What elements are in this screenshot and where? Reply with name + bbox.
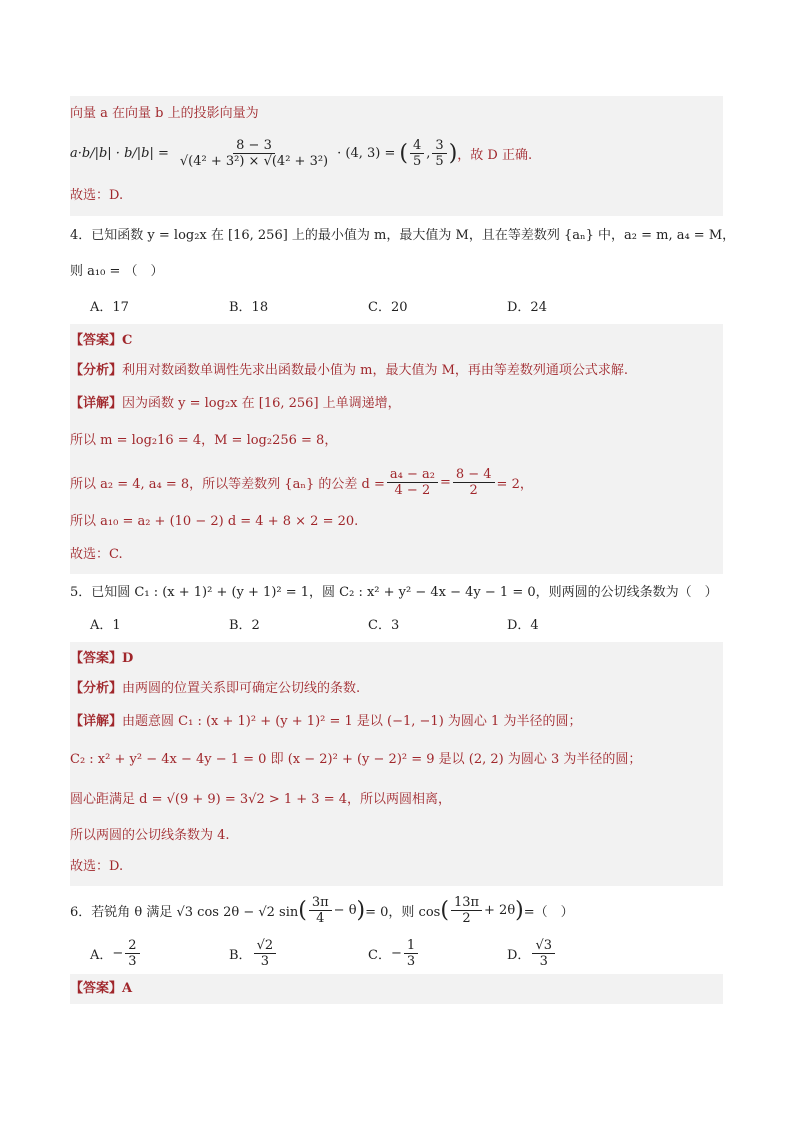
option-fraction <box>532 938 555 969</box>
option-a: A．1 <box>90 618 121 633</box>
vector-multiplier: · (4, 3) = <box>337 145 396 161</box>
result-numerator-1: 4 <box>410 138 424 154</box>
question-4 <box>70 216 736 324</box>
conclusion-text: ，故 D 正确. <box>457 147 533 163</box>
detail-line-3: 圆心距满足 d = √(9 + 9) = 3√2 > 1 + 3 = 4，所以两圆相离， <box>70 792 452 807</box>
fraction-numerator: 8 − 3 <box>233 138 275 154</box>
vector-expression: a·b/|b| · b/|b| = <box>70 145 169 161</box>
analysis-line <box>70 356 723 386</box>
option-label: D． <box>507 947 531 963</box>
question-6-stem: 6．若锐角 θ 满足 √3 cos 2θ − √2 sin ( $\frac{3\pi}{4}$ − θ ) = 0，则 cos ( $\frac{13\pi}{2}$ + 2θ ) =（ ） <box>70 894 574 926</box>
projection-text: 向量 a 在向量 b 上的投影向量为 <box>70 106 259 121</box>
q6-f2-denominator: 2 <box>462 910 471 926</box>
projection-fraction <box>177 138 331 169</box>
option-label: A． <box>90 947 113 963</box>
common-difference-value <box>453 467 495 498</box>
analysis-text: 利用对数函数单调性先求出函数最小值为 m，最大值为 M，再由等差数列通项公式求解. <box>122 363 629 378</box>
answer-label: 【答案】A <box>70 981 133 996</box>
choose-text-q5: 故选：D. <box>70 859 124 874</box>
q6-f1-denominator: 4 <box>316 910 325 926</box>
detail-line-1 <box>70 386 723 422</box>
detail-text-1: 因为函数 y = log₂x 在 [16, 256] 上单调递增， <box>122 396 401 411</box>
detail-line-2: C₂ : x² + y² − 4x − 4y − 1 = 0 即 (x − 2)² + (y − 2)² = 9 是以 (2, 2) 为圆心 3 为半径的圆； <box>70 752 642 767</box>
common-difference-fraction <box>387 467 438 498</box>
solution-block-q4 <box>70 324 723 574</box>
result-fraction-1 <box>410 138 424 169</box>
analysis-text: 由两圆的位置关系即可确定公切线的条数. <box>122 681 361 696</box>
solution-block-q5 <box>70 642 723 886</box>
projection-formula: a·b/|b| · b/|b| = $\frac{8 - 3}{\text{√(4² + 3²) × √(4² + 3²)}}$ · (4, 3) = ( $\frac{4}{5}$ , $\frac{3}{5}$ ) ，故 D 正确. <box>70 137 533 169</box>
question-5-stem: 5．已知圆 C₁ : (x + 1)² + (y + 1)² = 1，圆 C₂ : x² + y² − 4x − 4y − 1 = 0，则两圆的公切线条数为（ ） <box>70 585 718 600</box>
option-fraction <box>404 938 418 969</box>
q6-stem-part-e: =（ ） <box>523 904 574 920</box>
result-denominator-1: 5 <box>412 153 422 169</box>
option-d <box>507 938 646 969</box>
question-5-options <box>70 610 723 642</box>
option-a: A．17 <box>90 300 129 315</box>
detail-text-3: 所以 a₂ = 4, a₄ = 8，所以等差数列 {aₙ} 的公差 d = <box>70 476 385 492</box>
option-numerator: √3 <box>532 938 555 954</box>
option-fraction <box>125 938 139 969</box>
option-denominator: 3 <box>539 953 548 969</box>
question-4-stem: 4．已知函数 y = log₂x 在 [16, 256] 上的最小值为 m，最大值为 M，且在等差数列 {aₙ} 中，a₂ = m, a₄ = M， <box>70 228 736 243</box>
q6-f2-numerator: 13π <box>451 895 482 911</box>
option-denominator: 3 <box>260 953 269 969</box>
option-denominator: 3 <box>128 953 137 969</box>
option-b <box>229 938 368 969</box>
option-label: B． <box>229 947 252 963</box>
answer-label: 【答案】D <box>70 651 134 666</box>
detail-text-3-end: = 2， <box>496 476 533 492</box>
detail-line-4: 所以 a₁₀ = a₂ + (10 − 2) d = 4 + 8 × 2 = 20. <box>70 514 359 529</box>
analysis-tag: 【分析】 <box>70 363 123 378</box>
option-sign: − <box>112 945 124 961</box>
option-c: C．20 <box>368 300 408 315</box>
option-denominator: 3 <box>406 953 416 969</box>
option-numerator: √2 <box>254 938 277 954</box>
detail-line-1 <box>70 704 723 740</box>
q6-stem-part-c: = 0，则 cos <box>365 904 441 920</box>
option-numerator: 1 <box>404 938 418 954</box>
result-numerator-2: 3 <box>432 138 446 154</box>
option-label: C． <box>368 947 391 963</box>
result-fraction-2 <box>432 138 446 169</box>
choose-text: 故选：D. <box>70 188 124 203</box>
question-6 <box>70 886 723 974</box>
question-6-options <box>70 932 723 974</box>
q6-stem-part-d: + 2θ <box>484 902 516 918</box>
fraction-denominator: √(4² + 3²) × √(4² + 3²) <box>179 153 329 169</box>
option-d: D．4 <box>507 618 539 633</box>
detail-line-3 <box>70 460 723 504</box>
option-a <box>90 938 229 969</box>
q6-fraction-2 <box>451 895 482 926</box>
option-b: B．2 <box>229 618 260 633</box>
detail-line-4: 所以两圆的公切线条数为 4. <box>70 828 230 843</box>
equals-sign: = <box>439 474 451 490</box>
solution-block-q6 <box>70 974 723 1004</box>
answer-label: 【答案】C <box>70 333 133 348</box>
question-4-stem-cont: 则 a₁₀ = （ ） <box>70 264 164 279</box>
question-5 <box>70 574 723 642</box>
option-c <box>368 938 507 969</box>
value-denominator: 2 <box>469 482 478 498</box>
choose-text-q4: 故选：C. <box>70 547 123 562</box>
detail-tag: 【详解】 <box>70 714 123 729</box>
analysis-tag: 【分析】 <box>70 681 123 696</box>
result-denominator-2: 5 <box>435 153 444 169</box>
page-content <box>70 96 736 1004</box>
question-4-options <box>70 292 723 324</box>
cd-numerator: a₄ − a₂ <box>387 467 438 483</box>
detail-line-2: 所以 m = log₂16 = 4，M = log₂256 = 8， <box>70 433 338 448</box>
q6-f1-numerator: 3π <box>309 895 332 911</box>
option-numerator: 2 <box>125 938 139 954</box>
analysis-line <box>70 674 723 704</box>
solution-block-q3 <box>70 96 723 216</box>
q6-stem-part-b: − θ <box>333 902 357 918</box>
detail-text-1: 由题意圆 C₁ : (x + 1)² + (y + 1)² = 1 是以 (−1, −1) 为圆心 1 为半径的圆； <box>122 714 582 729</box>
option-sign: − <box>390 945 402 961</box>
value-numerator: 8 − 4 <box>453 467 495 483</box>
option-d: D．24 <box>507 300 547 315</box>
detail-tag: 【详解】 <box>70 396 123 411</box>
q6-fraction-1 <box>309 895 332 926</box>
option-b: B．18 <box>229 300 269 315</box>
cd-denominator: 4 − 2 <box>394 482 431 498</box>
option-fraction <box>254 938 277 969</box>
option-c: C．3 <box>368 618 400 633</box>
q6-stem-part-a: 6．若锐角 θ 满足 √3 cos 2θ − √2 sin <box>70 904 299 920</box>
